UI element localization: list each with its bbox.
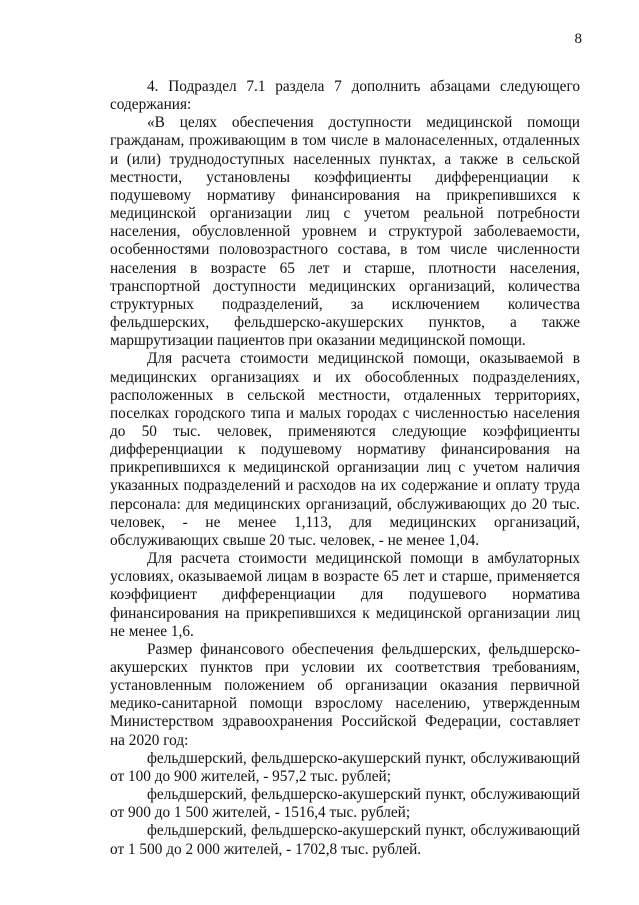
paragraph-item-1500-2000: фельдшерский, фельдшерско-акушерский пункт, обслуживающий от 1 500 до 2 000 жителей, - 1702,8 тыс. рублей. (110, 822, 580, 858)
paragraph-rural-calculation: Для расчета стоимости медицинской помощи, оказываемой в медицинских организациях и их обособленных подразделениях, расположенных в сельской местности, отдаленных территориях, поселках городского типа и малых городах с численностью населения до 50 тыс. человек, применяются следующие коэффициенты дифференциации к подушевому нормативу финансирования на прикрепившихся к медицинской организации лиц с учетом наличия указанных подразделений и расходов на их содержание и оплату труда персонала: для медицинских организаций, обслуживающих до 20 тыс. человек, - не менее 1,113, для медицинских организаций, обслуживающих свыше 20 тыс. человек, - не менее 1,04. (110, 350, 580, 549)
paragraph-item-100-900: фельдшерский, фельдшерско-акушерский пункт, обслуживающий от 100 до 900 жителей, - 957,2 тыс. рублей; (110, 749, 580, 785)
page-number: 8 (574, 31, 582, 47)
document-body (110, 78, 580, 859)
paragraph-elderly-coefficient: Для расчета стоимости медицинской помощи в амбулаторных условиях, оказываемой лицам в возрасте 65 лет и старше, применяется коэффициент дифференциации для подушевого норматива финансирования на прикрепившихся к медицинской организации лиц не менее 1,6. (110, 550, 580, 640)
paragraph-amendment-intro: 4. Подраздел 7.1 раздела 7 дополнить абзацами следующего содержания: (110, 78, 580, 114)
paragraph-differentiation-coefficients: «В целях обеспечения доступности медицинской помощи гражданам, проживающим в том числе в малонаселенных, отдаленных и (или) труднодоступных населенных пунктах, а также в сельской местности, установлены коэффициенты дифференциации к подушевому нормативу финансирования на прикрепившихся к медицинской организации лиц с учетом реальной потребности населения, обусловленной уровнем и структурой заболеваемости, особенностями половозрастного состава, в том числе численности населения в возрасте 65 лет и старше, плотности населения, транспортной доступности медицинских организаций, количества структурных подразделений, за исключением количества фельдшерских, фельдшерско-акушерских пунктов, а также маршрутизации пациентов при оказании медицинской помощи. (110, 114, 580, 350)
paragraph-item-900-1500: фельдшерский, фельдшерско-акушерский пункт, обслуживающий от 900 до 1 500 жителей, - 1516,4 тыс. рублей; (110, 786, 580, 822)
paragraph-financing-size: Размер финансового обеспечения фельдшерских, фельдшерско-акушерских пунктов при условии их соответствия требованиям, установленным положением об организации оказания первичной медико-санитарной помощи взрослому населению, утвержденным Министерством здравоохранения Российской Федерации, составляет на 2020 год: (110, 640, 580, 749)
